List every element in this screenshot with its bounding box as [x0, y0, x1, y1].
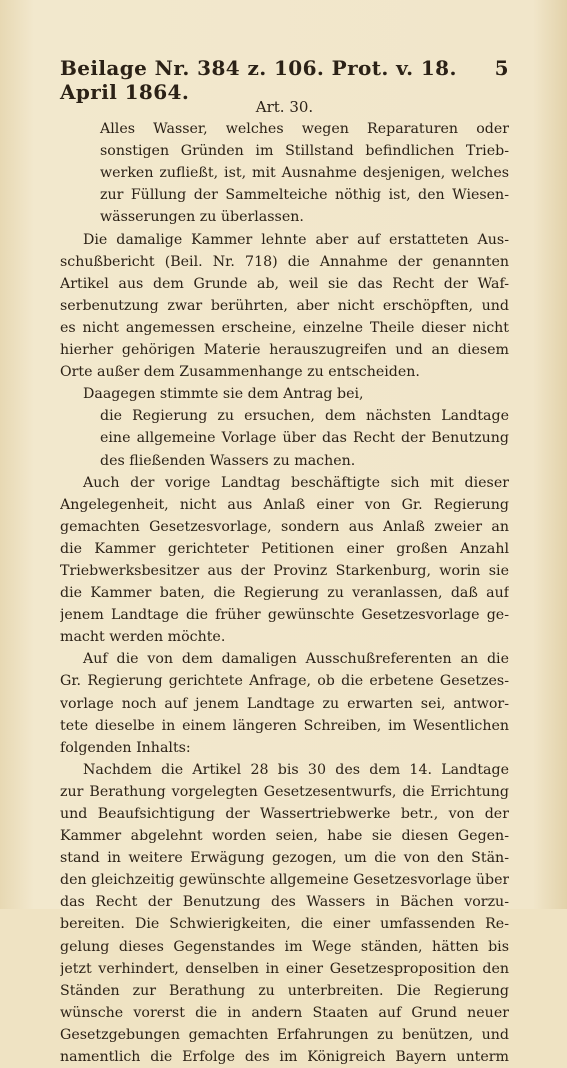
text-line: stand in weitere Erwägung gezogen, um die von den Stän-	[60, 850, 509, 867]
text-line: Artikel aus dem Grunde ab, weil sie das Recht der Waf-	[60, 275, 509, 292]
header-title: Beilage Nr. 384 z. 106. Prot. v. 18. April 1864.	[60, 56, 457, 104]
text-line: Ständen zur Berathung zu unterbreiten. Die Regierung	[60, 982, 509, 999]
text-line: Triebwerksbesitzer aus der Provinz Starkenburg, worin sie	[60, 562, 509, 579]
text-line: sonstigen Gründen im Stillstand befindlichen Trieb-	[100, 143, 509, 160]
text-line: Daagegen stimmte sie dem Antrag bei,	[83, 386, 364, 403]
text-line: Nachdem die Artikel 28 bis 30 des dem 14. Landtage	[83, 761, 509, 778]
page-header	[60, 56, 509, 104]
text-line: Angelegenheit, nicht aus Anlaß einer von Gr. Regierung	[60, 496, 509, 513]
text-line: es nicht angemessen erscheine, einzelne Theile dieser nicht	[60, 319, 509, 336]
page-number: 5	[494, 56, 509, 80]
text-line: folgenden Inhalts:	[60, 739, 191, 756]
text-line: serbenutzung zwar berührten, aber nicht erschöpften, und	[60, 297, 509, 314]
text-line: schußbericht (Beil. Nr. 718) die Annahme der genannten	[60, 253, 509, 270]
text-line: jetzt verhindert, denselben in einer Gesetzesproposition den	[60, 960, 509, 977]
text-line: Orte außer dem Zusammenhange zu entscheiden.	[60, 364, 420, 381]
text-line: werken zufließt, ist, mit Ausnahme desjenigen, welches	[100, 165, 509, 182]
text-line: hierher gehörigen Materie herauszugreifen und an diesem	[60, 342, 509, 359]
text-line: wünsche vorerst die in andern Staaten auf Grund neuer	[60, 1004, 509, 1021]
text-line: eine allgemeine Vorlage über das Recht der Benutzung	[100, 430, 509, 447]
body-text	[60, 118, 509, 1068]
text-line: wässerungen zu überlassen.	[100, 209, 304, 226]
text-line: den gleichzeitig gewünschte allgemeine Gesetzesvorlage über	[60, 872, 509, 889]
text-line: zur Berathung vorgelegten Gesetzesentwurfs, die Errichtung	[60, 783, 509, 800]
text-line: zur Füllung der Sammelteiche nöthig ist, den Wiesen-	[100, 187, 509, 204]
text-line: bereiten. Die Schwierigkeiten, die einer umfassenden Re-	[60, 916, 509, 933]
text-line: tete dieselbe in einem längeren Schreiben, im Wesentlichen	[60, 717, 509, 734]
text-line: des fließenden Wassers zu machen.	[100, 452, 356, 469]
text-line: Die damalige Kammer lehnte aber auf erstatteten Aus-	[83, 231, 509, 248]
text-line: Alles Wasser, welches wegen Reparaturen oder	[100, 121, 509, 138]
text-line: das Recht der Benutzung des Wassers in Bächen vorzu-	[60, 894, 509, 911]
text-line: vorlage noch auf jenem Landtage zu erwarten sei, antwor-	[60, 695, 509, 712]
text-line: die Kammer baten, die Regierung zu veranlassen, daß auf	[60, 585, 509, 602]
text-line: Auf die von dem damaligen Ausschußreferenten an die	[83, 651, 509, 668]
text-line: die Kammer gerichteter Petitionen einer großen Anzahl	[60, 540, 509, 557]
text-line: die Regierung zu ersuchen, dem nächsten Landtage	[100, 408, 509, 425]
page-body	[60, 96, 509, 1068]
text-line: gemachten Gesetzesvorlage, sondern aus Anlaß zweier an	[60, 518, 509, 535]
text-line: namentlich die Erfolge des im Königreich Bayern unterm	[60, 1049, 509, 1066]
text-line: und Beaufsichtigung der Wassertriebwerke betr., von der	[60, 806, 509, 822]
text-line: macht werden möchte.	[60, 629, 226, 646]
text-line: jenem Landtage die früher gewünschte Gesetzesvorlage ge-	[60, 607, 509, 624]
article-heading: Art. 30.	[255, 98, 314, 116]
text-line: Auch der vorige Landtag beschäftigte sich mit dieser	[83, 474, 509, 491]
text-line: Gr. Regierung gerichtete Anfrage, ob die erbetene Gesetzes-	[60, 673, 509, 690]
text-line: Gesetzgebungen gemachten Erfahrungen zu benützen, und	[60, 1026, 509, 1043]
text-line: Kammer abgelehnt worden seien, habe sie diesen Gegen-	[60, 828, 509, 845]
text-line: gelung dieses Gegenstandes im Wege ständen, hätten bis	[60, 938, 509, 955]
